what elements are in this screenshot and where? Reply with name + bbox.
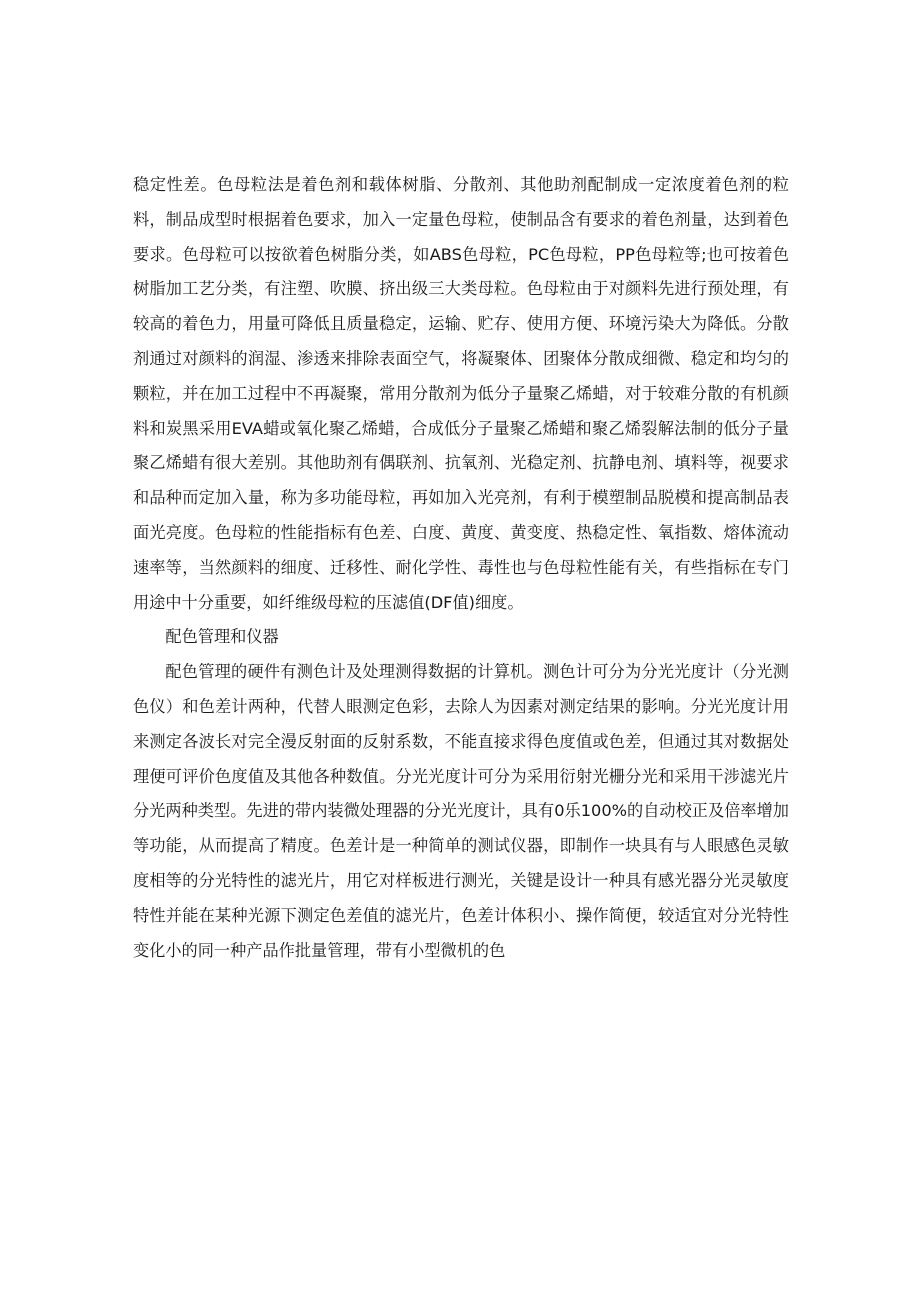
document-body <box>133 168 789 968</box>
paragraph-1: 稳定性差。色母粒法是着色剂和载体树脂、分散剂、其他助剂配制成一定浓度着色剂的粒料，制品成型时根据着色要求，加入一定量色母粒，使制品含有要求的着色剂量，达到着色要求。色母粒可以按欲着色树脂分类，如ABS色母粒，PC色母粒，PP色母粒等;也可按着色树脂加工艺分类，有注塑、吹膜、挤出级三大类母粒。色母粒由于对颜料先进行预处理，有较高的着色力，用量可降低且质量稳定，运输、贮存、使用方便、环境污染大为降低。分散剂通过对颜料的润湿、渗透来排除表面空气，将凝聚体、团聚体分散成细微、稳定和均匀的颗粒，并在加工过程中不再凝聚，常用分散剂为低分子量聚乙烯蜡，对于较难分散的有机颜料和炭黑采用EVA蜡或氧化聚乙烯蜡，合成低分子量聚乙烯蜡和聚乙烯裂解法制的低分子量聚乙烯蜡有很大差别。其他助剂有偶联剂、抗氧剂、光稳定剂、抗静电剂、填料等，视要求和品种而定加入量，称为多功能母粒，再如加入光亮剂，有利于模塑制品脱模和提高制品表面光亮度。色母粒的性能指标有色差、白度、黄度、黄变度、热稳定性、氧指数、熔体流动速率等，当然颜料的细度、迁移性、耐化学性、毒性也与色母粒性能有关，有些指标在专门用途中十分重要，如纤维级母粒的压滤值(DF值)细度。 <box>133 175 789 612</box>
section-heading: 配色管理和仪器 <box>165 627 279 647</box>
paragraph-2: 配色管理的硬件有测色计及处理测得数据的计算机。测色计可分为分光光度计（分光测色仪）和色差计两种，代替人眼测定色彩，去除人为因素对测定结果的影响。分光光度计用来测定各波长对完全漫反射面的反射系数，不能直接求得色度值或色差，但通过其对数据处理便可评价色度值及其他各种数值。分光光度计可分为采用衍射光栅分光和采用干涉滤光片分光两种类型。先进的带内装微处理器的分光光度计，具有0乐100%的自动校正及倍率增加等功能，从而提高了精度。色差计是一种简单的测试仪器，即制作一块具有与人眼感色灵敏度相等的分光特性的滤光片，用它对样板进行测光，关键是设计一种具有感光器分光灵敏度特性并能在某种光源下测定色差值的滤光片，色差计体积小、操作简便，较适宜对分光特性变化小的同一种产品作批量管理，带有小型微机的色 <box>133 662 789 960</box>
